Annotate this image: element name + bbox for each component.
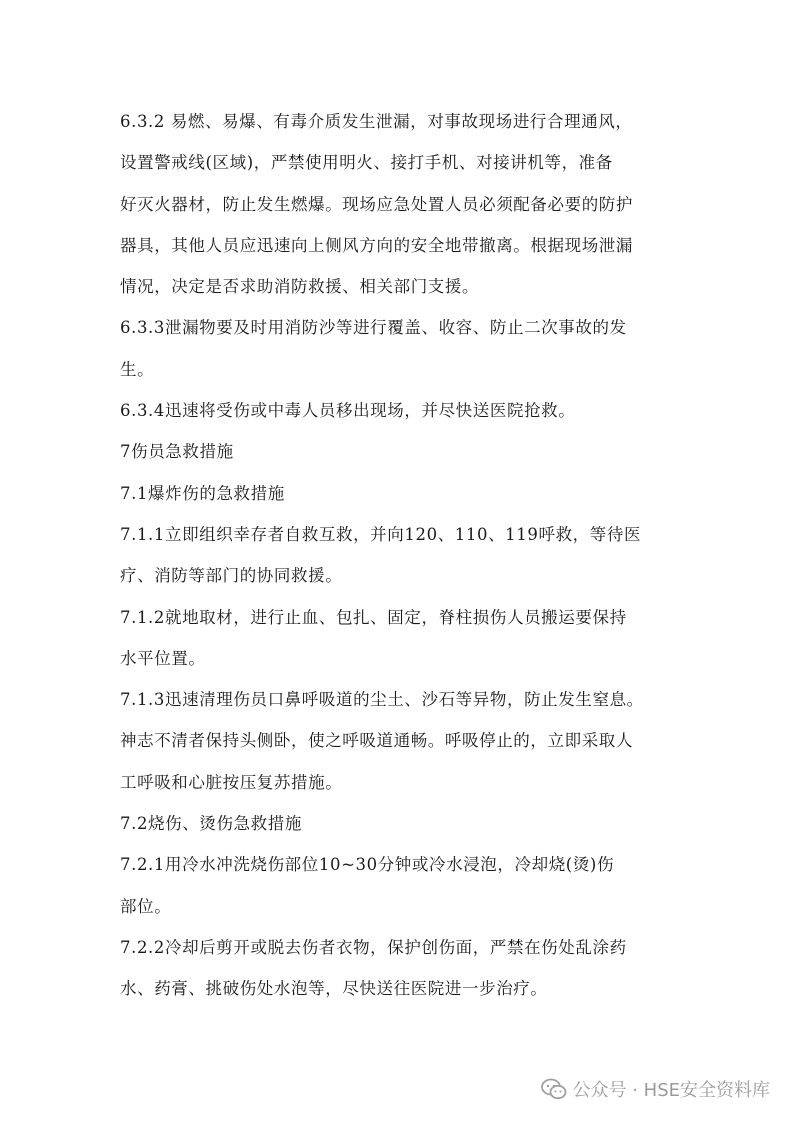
document-body — [120, 101, 680, 1010]
subsection-heading: 7.2烧伤、烫伤急救措施 — [120, 814, 302, 834]
text-line: 6.3.3泄漏物要及时用消防沙等进行覆盖、收容、防止二次事故的发 — [120, 318, 627, 338]
text-line: 神志不清者保持头侧卧，使之呼吸道通畅。呼吸停止的，立即采取人 — [120, 731, 633, 751]
text-line: 水、药膏、挑破伤处水泡等，尽快送往医院进一步治疗。 — [120, 979, 548, 999]
text-line: 6.3.2 易燃、易爆、有毒介质发生泄漏，对事故现场进行合理通风， — [120, 112, 633, 131]
text-line: 工呼吸和心脏按压复苏措施。 — [120, 772, 343, 792]
watermark — [541, 1076, 771, 1102]
text-line: 水平位置。 — [120, 648, 206, 668]
text-line: 疗、消防等部门的协同救援。 — [120, 566, 343, 586]
subsection-heading: 7.1爆炸伤的急救措施 — [120, 483, 285, 503]
text-line: 部位。 — [120, 896, 172, 916]
section-heading: 7伤员急救措施 — [120, 442, 234, 462]
text-line: 好灭火器材，防止发生燃爆。现场应急处置人员必须配备必要的防护 — [120, 194, 633, 214]
text-line: 7.2.2冷却后剪开或脱去伤者衣物，保护创伤面，严禁在伤处乱涂药 — [120, 937, 627, 957]
wechat-icon — [541, 1078, 567, 1100]
text-line: 情况，决定是否求助消防救援、相关部门支援。 — [120, 277, 480, 297]
text-line: 器具，其他人员应迅速向上侧风方向的安全地带撤离。根据现场泄漏 — [120, 235, 633, 255]
watermark-text: 公众号 · HSE安全资料库 — [572, 1080, 770, 1101]
text-line: 7.1.1立即组织幸存者自救互救，并向120、110、119呼救，等待医 — [120, 524, 642, 544]
text-line: 6.3.4迅速将受伤或中毒人员移出现场，并尽快送医院抢救。 — [120, 401, 576, 421]
text-line: 7.1.3迅速清理伤员口鼻呼吸道的尘土、沙石等异物，防止发生窒息。 — [120, 690, 644, 710]
text-line: 生。 — [120, 359, 155, 379]
text-line: 7.1.2就地取材，进行止血、包扎、固定，脊柱损伤人员搬运要保持 — [120, 607, 627, 627]
text-line: 设置警戒线(区域)，严禁使用明火、接打手机、对接讲机等，准备 — [120, 153, 613, 173]
text-line: 7.2.1用冷水冲洗烧伤部位10~30分钟或冷水浸泡，冷却烧(烫)伤 — [120, 855, 615, 875]
